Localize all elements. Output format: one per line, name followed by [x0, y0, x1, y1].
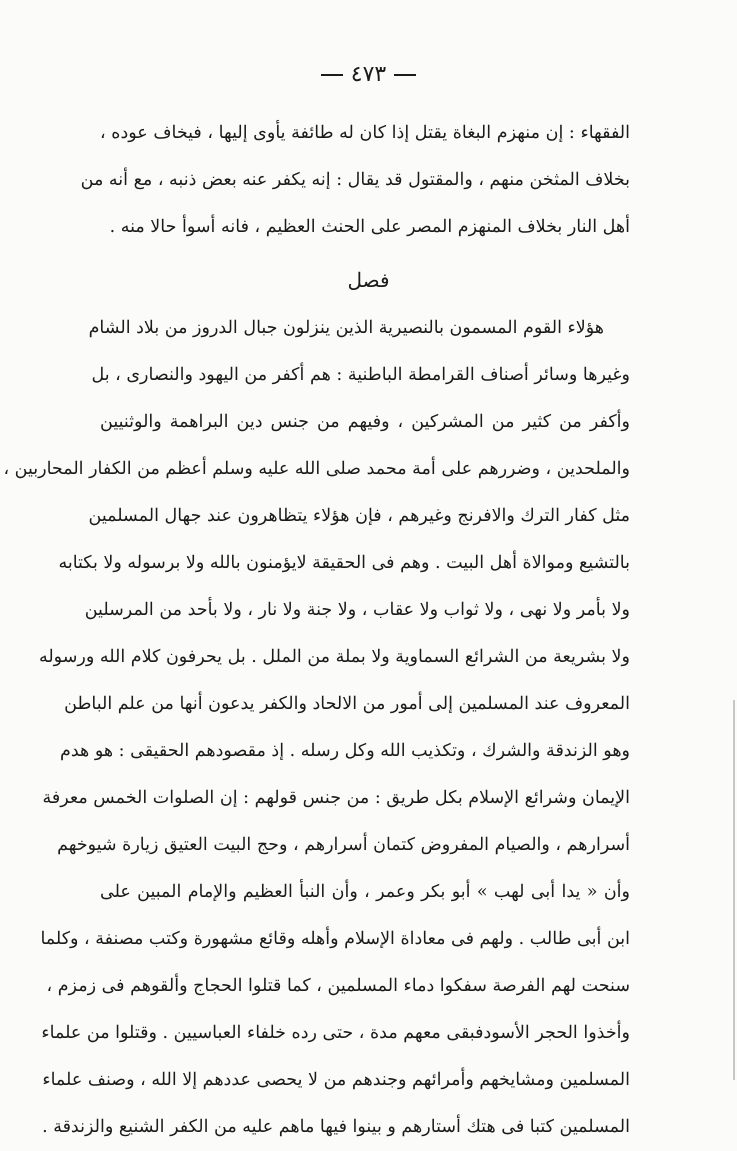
text-line: أسرارهم ، والصيام المفروض كتمان أسرارهم ، وحج البيت العتيق زيارة شيوخهم — [57, 835, 630, 855]
text-line: والملحدين ، وضررهم على أمة محمد صلى الله عليه وسلم أعظم من الكفار المحاربين ، — [3, 459, 630, 479]
text-line: بالتشيع وموالاة أهل البيت . وهم فى الحقيقة لايؤمنون بالله ولا برسوله ولا بكتابه — [58, 553, 630, 573]
paragraph-previous-section — [80, 110, 630, 251]
text-line: ولا بأمر ولا نهى ، ولا ثواب ولا عقاب ، ولا جنة ولا نار ، ولا بأحد من المرسلين — [84, 600, 630, 620]
text-line: مثل كفار الترك والافرنج وغيرهم ، فإن هؤلاء يتظاهرون عند جهال المسلمين — [88, 506, 630, 526]
text-line: المعروف عند المسلمين إلى أمور من الالحاد والكفر يدعون أنها من علم الباطن — [64, 694, 630, 714]
page-number-dash-left — [321, 74, 343, 76]
text-line: وأن « يدا أبى لهب » أبو بكر وعمر ، وأن النبأ العظيم والإمام المبين على — [100, 882, 630, 902]
text-line: وأخذوا الحجر الأسودفبقى معهم مدة ، حتى رده خلفاء العباسيين . وقتلوا من علماء — [41, 1023, 630, 1043]
text-line: هؤلاء القوم المسمون بالنصيرية الذين ينزلون جبال الدروز من بلاد الشام — [88, 318, 604, 338]
text-line: وهو الزندقة والشرك ، وتكذيب الله وكل رسله . إذ مقصودهم الحقيقى : هو هدم — [60, 741, 630, 761]
text-line: بخلاف المثخن منهم ، والمقتول قد يقال : إنه يكفر عنه بعض ذنبه ، مع أنه من — [80, 170, 630, 190]
paragraph-section-body — [3, 305, 630, 1151]
text-line: الفقهاء : إن منهزم البغاة يقتل إذا كان له طائفة يأوى إليها ، فيخاف عوده ، — [100, 123, 630, 143]
page-number-header — [0, 60, 737, 90]
text-line: المسلمين ومشايخهم وأمرائهم وجندهم من لا يحصى عددهم إلا الله ، وصنف علماء — [42, 1070, 630, 1090]
page-number-dash-right — [394, 74, 416, 76]
text-line: أهل النار بخلاف المنهزم المصر على الحنث العظيم ، فانه أسوأ حالا منه . — [109, 217, 630, 237]
text-line: وغيرها وسائر أصناف القرامطة الباطنية : هم أكفر من اليهود والنصارى ، بل — [91, 365, 630, 385]
text-line: سنحت لهم الفرصة سفكوا دماء المسلمين ، كما قتلوا الحجاج وألقوهم فى زمزم ، — [46, 976, 630, 996]
page-number: ٤٧٣ — [350, 62, 387, 87]
section-heading: فصل — [347, 268, 390, 292]
text-line: ولا بشريعة من الشرائع السماوية ولا بملة من الملل . بل يحرفون كلام الله ورسوله — [38, 647, 630, 667]
scan-edge-shadow — [733, 700, 735, 1080]
text-line: ابن أبى طالب . ولهم فى معاداة الإسلام وأهله وقائع مشهورة وكتب مصنفة ، وكلما — [40, 929, 630, 949]
text-line: المسلمين كتبا فى هتك أستارهم و بينوا فيها ماهم عليه من الكفر الشنيع والزندقة . — [42, 1117, 630, 1137]
text-line: الإيمان وشرائع الإسلام بكل طريق : من جنس قولهم : إن الصلوات الخمس معرفة — [42, 788, 630, 808]
text-line: وأكفر من كثير من المشركين ، وفيهم من جنس دين البراهمة والوثنيين — [100, 412, 630, 432]
